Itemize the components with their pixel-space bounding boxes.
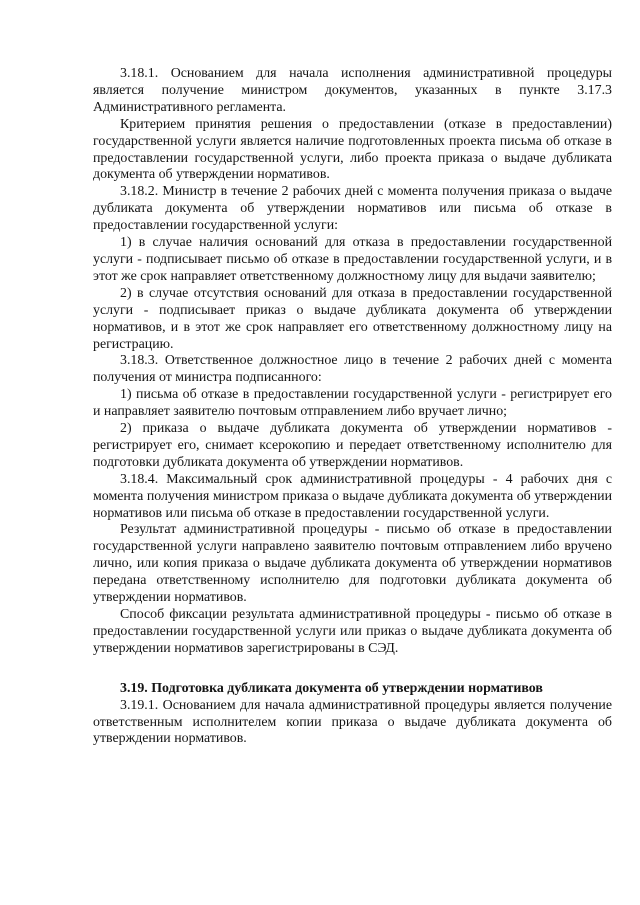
paragraph-3-18-3-item-2: 2) приказа о выдаче дубликата документа об утверждении нормативов - регистрирует его, снимает ксерокопию и передает ответственному исполнителю для подготовки дубликата документа об утверждении нормативов. [93, 421, 612, 470]
paragraph-procedure-result: Результат административной процедуры - письмо об отказе в предоставлении государственной услуги направлено заявителю почтовым отправлением либо вручено лично, или копия приказа о выдаче дубликата документа об утверждении нормативов передана ответственному исполнителю для подготовки дубликата документа об утверждении нормативов. [93, 522, 612, 606]
paragraph-3-18-3: 3.18.3. Ответственное должностное лицо в течение 2 рабочих дней с момента получения от министра подписанного: [93, 353, 612, 386]
paragraph-3-18-1: 3.18.1. Основанием для начала исполнения административной процедуры является получение министром документов, указанных в пункте 3.17.3 Административного регламента. [93, 66, 612, 115]
paragraph-result-fixation: Способ фиксации результата административной процедуры - письмо об отказе в предоставлении государственной услуги или приказ о выдаче дубликата документа об утверждении нормативов зарегистрированы в СЭД. [93, 607, 612, 656]
paragraph-3-18-3-item-1: 1) письма об отказе в предоставлении государственной услуги - регистрирует его и направляет заявителю почтовым отправлением либо вручает лично; [93, 387, 612, 420]
paragraph-3-18-2-item-2: 2) в случае отсутствия оснований для отказа в предоставлении государственной услуги - подписывает приказ о выдаче дубликата документа об утверждении нормативов, и в этот же срок направляет его ответственному должностному лицу на регистрацию. [93, 285, 612, 352]
paragraph-3-18-2: 3.18.2. Министр в течение 2 рабочих дней с момента получения приказа о выдаче дубликата документа об утверждении нормативов или письма об отказе в предоставлении государственной услуги: [93, 184, 612, 234]
paragraph-decision-criterion: Критерием принятия решения о предоставлении (отказе в предоставлении) государственной услуги является наличие подготовленных проекта письма об отказе в предоставлении государственной услуги, либо проекта приказа о выдаче дубликата документа об утверждении нормативов. [93, 116, 612, 183]
paragraph-3-18-2-item-1: 1) в случае наличия оснований для отказа в предоставлении государственной услуги - подписывает письмо об отказе в предоставлении государственной услуги, и в этот же срок направляет ответственному должностному лицу для выдачи заявителю; [93, 235, 612, 284]
section-heading-3-19: 3.19. Подготовка дубликата документа об утверждении нормативов [120, 680, 543, 696]
document-page [93, 66, 612, 748]
paragraph-3-18-4: 3.18.4. Максимальный срок административной процедуры - 4 рабочих дня с момента получения министром приказа о выдаче дубликата документа об утверждении нормативов или письма об отказе в предоставлении государственной услуги. [93, 471, 612, 521]
paragraph-3-19-1: 3.19.1. Основанием для начала административной процедуры является получение ответственным исполнителем копии приказа о выдаче дубликата документа об утверждении нормативов. [93, 697, 612, 747]
